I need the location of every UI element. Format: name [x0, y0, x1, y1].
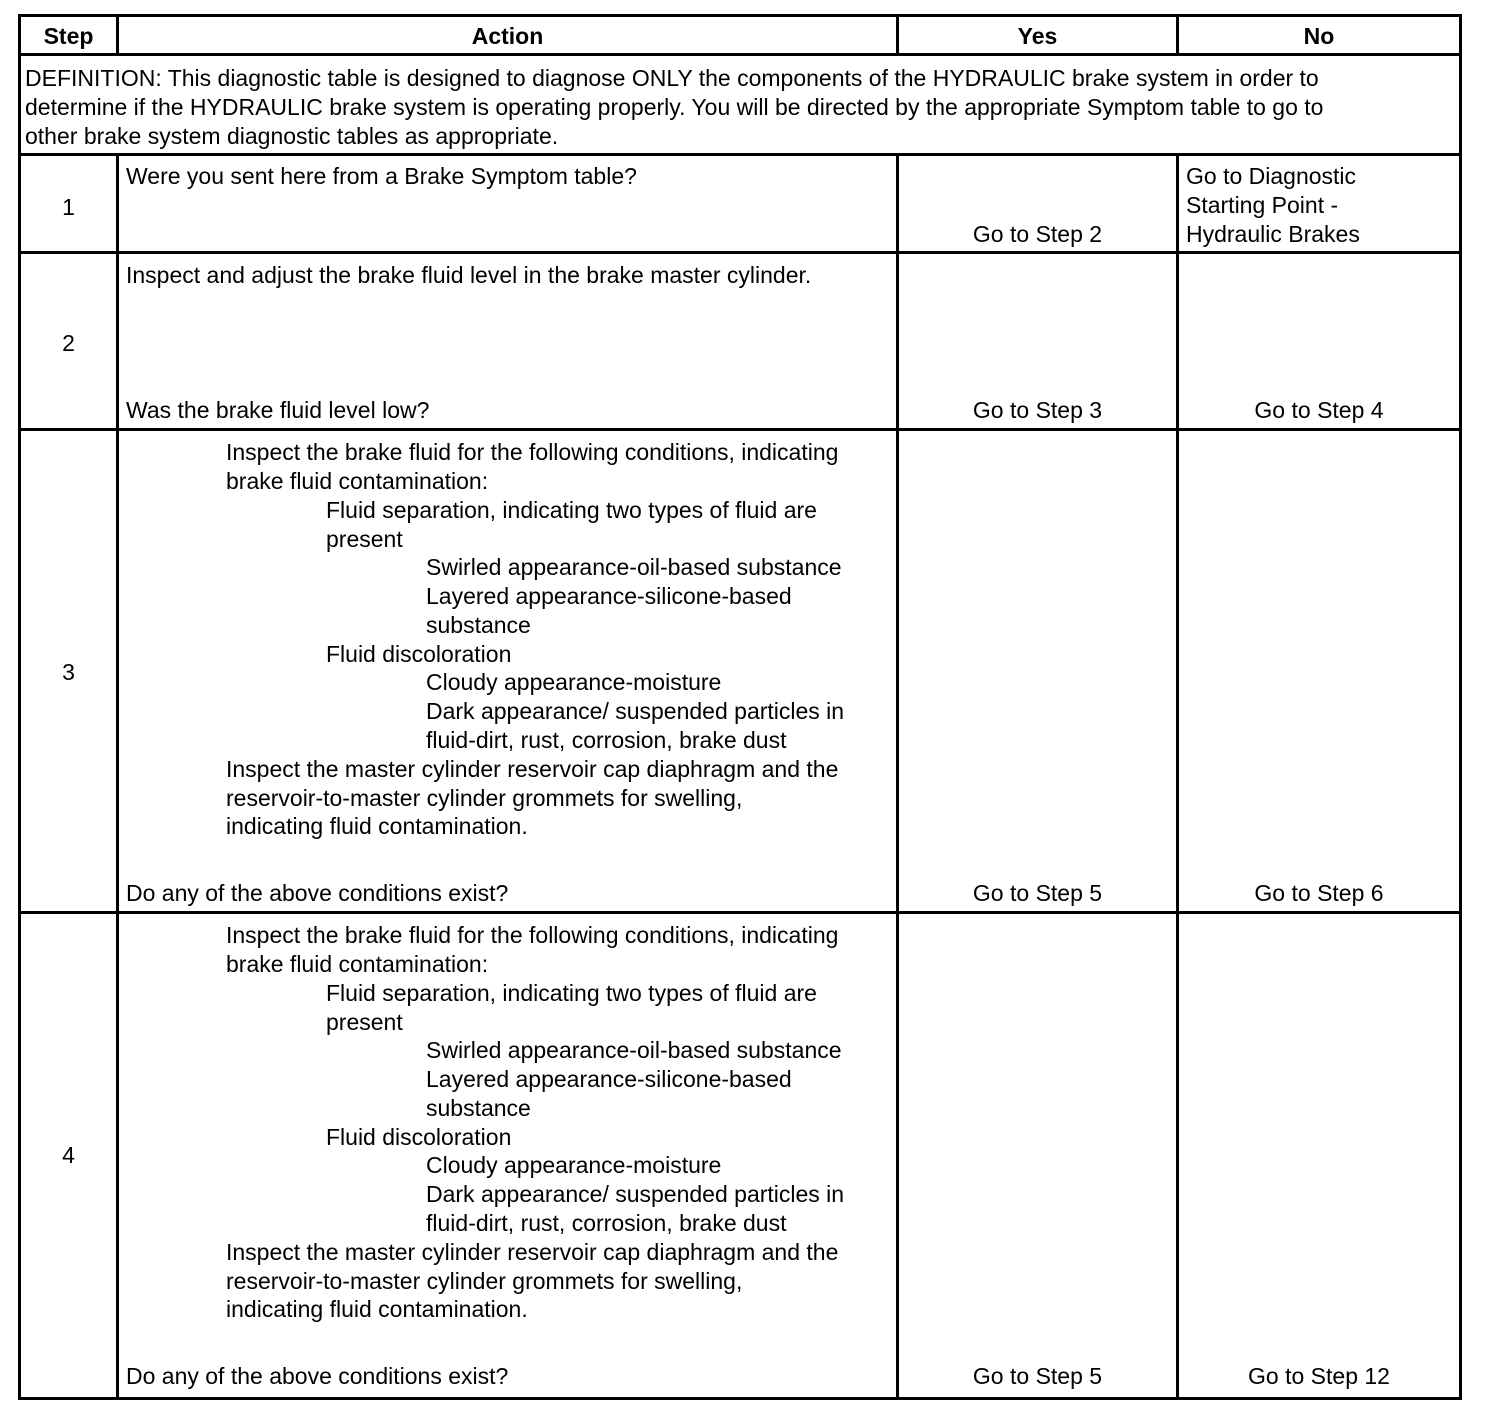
definition-line: determine if the HYDRAULIC brake system is operating properly. You will be directed by the appropriate Symptom table to go to — [25, 94, 1324, 120]
action-line: Inspect the brake fluid for the following conditions, indicating — [226, 922, 839, 948]
action-line: fluid-dirt, rust, corrosion, brake dust — [426, 727, 787, 753]
column-divider — [1176, 153, 1179, 1400]
yes-result: Go to Step 5 — [972, 880, 1103, 906]
action-line: indicating fluid contamination. — [226, 813, 528, 839]
no-result-line: Go to Diagnostic — [1186, 163, 1357, 189]
header-step: Step — [43, 23, 94, 49]
action-line: substance — [426, 1095, 531, 1121]
action-line: reservoir-to-master cylinder grommets for swelling, — [226, 1268, 743, 1294]
action-line: Fluid separation, indicating two types of fluid are — [326, 497, 817, 523]
action-text: Inspect and adjust the brake fluid level in the brake master cylinder. — [126, 262, 812, 288]
definition-line: DEFINITION: This diagnostic table is designed to diagnose ONLY the components of the HYDRAULIC brake system in order to — [25, 65, 1319, 91]
action-line: Swirled appearance-oil-based substance — [426, 1037, 842, 1063]
action-line: Fluid separation, indicating two types of fluid are — [326, 980, 817, 1006]
row-divider — [18, 53, 1462, 56]
header-action: Action — [471, 23, 544, 49]
action-question: Do any of the above conditions exist? — [126, 880, 509, 906]
row-divider — [18, 911, 1462, 914]
row-divider — [18, 153, 1462, 156]
no-result: Go to Step 12 — [1248, 1363, 1390, 1389]
action-line: Cloudy appearance-moisture — [426, 669, 722, 695]
action-line: Dark appearance/ suspended particles in — [426, 698, 845, 724]
definition-line: other brake system diagnostic tables as appropriate. — [25, 123, 559, 149]
header-yes: Yes — [1017, 23, 1058, 49]
step-number: 3 — [62, 659, 75, 685]
action-question: Was the brake fluid level low? — [126, 397, 430, 423]
action-line: substance — [426, 612, 531, 638]
action-line: Swirled appearance-oil-based substance — [426, 554, 842, 580]
no-result: Go to Step 4 — [1254, 397, 1384, 423]
action-line: reservoir-to-master cylinder grommets for swelling, — [226, 785, 743, 811]
row-divider — [18, 428, 1462, 431]
action-line: Inspect the brake fluid for the following conditions, indicating — [226, 439, 839, 465]
action-text: Were you sent here from a Brake Symptom table? — [126, 163, 637, 189]
action-line: brake fluid contamination: — [226, 951, 489, 977]
action-line: present — [326, 526, 403, 552]
action-line: Inspect the master cylinder reservoir cap diaphragm and the — [226, 756, 839, 782]
yes-result: Go to Step 3 — [972, 397, 1103, 423]
column-divider — [116, 153, 119, 1400]
step-number: 2 — [62, 330, 75, 356]
action-line: present — [326, 1009, 403, 1035]
action-line: Inspect the master cylinder reservoir cap diaphragm and the — [226, 1239, 839, 1265]
no-result: Go to Step 6 — [1254, 880, 1384, 906]
action-line: brake fluid contamination: — [226, 468, 489, 494]
header-no: No — [1303, 23, 1335, 49]
yes-result: Go to Step 5 — [972, 1363, 1103, 1389]
action-line: Fluid discoloration — [326, 1124, 512, 1150]
action-question: Do any of the above conditions exist? — [126, 1363, 509, 1389]
no-result-line: Starting Point - — [1186, 192, 1339, 218]
action-line: Cloudy appearance-moisture — [426, 1152, 722, 1178]
column-divider — [896, 153, 899, 1400]
row-divider — [18, 251, 1462, 254]
action-line: Fluid discoloration — [326, 641, 512, 667]
action-line: Dark appearance/ suspended particles in — [426, 1181, 845, 1207]
yes-result: Go to Step 2 — [972, 221, 1103, 247]
action-line: Layered appearance-silicone-based — [426, 1066, 792, 1092]
step-number: 1 — [62, 194, 75, 220]
no-result-line: Hydraulic Brakes — [1186, 221, 1360, 247]
action-line: fluid-dirt, rust, corrosion, brake dust — [426, 1210, 787, 1236]
action-line: Layered appearance-silicone-based — [426, 583, 792, 609]
action-line: indicating fluid contamination. — [226, 1296, 528, 1322]
step-number: 4 — [62, 1142, 75, 1168]
